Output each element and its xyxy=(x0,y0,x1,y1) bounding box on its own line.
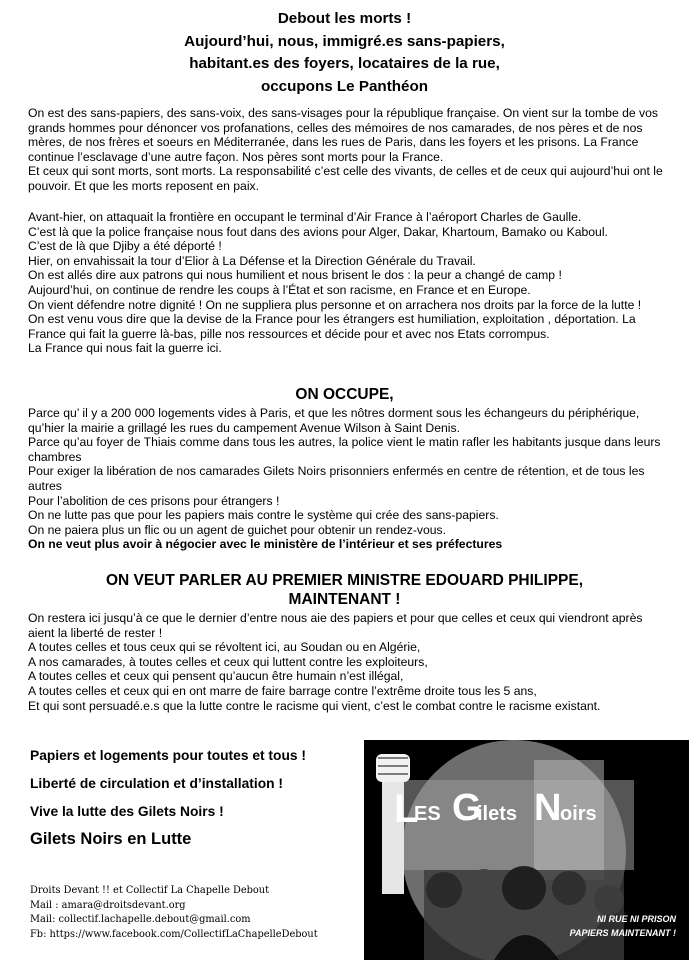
avant-line: On vient défendre notre dignité ! On ne suppliera plus personne et on arrachera nos droits par la force de la lutte ! xyxy=(28,297,642,312)
intro-paragraph xyxy=(28,106,668,194)
avant-line: On est allés dire aux patrons qui nous humilient et nous brisent le dos : la peur a changé de camp ! xyxy=(28,268,562,283)
intro-line: Et ceux qui sont morts, sont morts. La responsabilité c’est celle des vivants, de celles et de ceux qui aujourd’hui ont le pouvoir. Et que les morts reposent en paix. xyxy=(28,164,663,193)
slogans-block xyxy=(30,742,306,852)
avant-line: C’est là que la police française nous fout dans des avions pour Alger, Dakar, Khartoum, Bamako ou Kaboul. xyxy=(28,224,608,239)
on-occupe-heading: ON OCCUPE, xyxy=(295,386,394,403)
contact-facebook-link[interactable]: Fb: https://www.facebook.com/CollectifLaChapelleDebout xyxy=(30,928,318,940)
gilets-noirs-logo xyxy=(364,740,689,960)
occupe-line: Pour exiger la libération de nos camarades Gilets Noirs prisonniers enfermés en centre de rétention, et de tous les autres xyxy=(28,464,645,493)
badge-line-1: NI RUE NI PRISON xyxy=(596,914,676,924)
veut-heading-line-2: MAINTENANT ! xyxy=(288,591,401,608)
slogan: Papiers et logements pour toutes et tous ! xyxy=(30,748,306,763)
contact-email-link[interactable]: Mail: collectif.lachapelle.debout@gmail.com xyxy=(30,914,251,926)
contact-line: Droits Devant !! et Collectif La Chapelle Debout xyxy=(30,885,270,896)
veut-line: A toutes celles et ceux qui pensent qu’aucun être humain n’est illégal, xyxy=(28,669,404,684)
badge-line-2: PAPIERS MAINTENANT ! xyxy=(569,928,676,938)
veut-line: Et qui sont persuadé.e.s que la lutte contre le racisme qui vient, c’est le combat contre le racisme existant. xyxy=(28,698,601,713)
occupe-line: Parce qu’ il y a 200 000 logements vides à Paris, et que les nôtres dorment sous les échangeurs du périphérique, qu’hier la mairie a grillagé les rues du campement Avenue Wilson à Saint Denis. xyxy=(28,406,640,435)
avant-line: C’est de là que Djiby a été déporté ! xyxy=(28,239,222,254)
avant-line: Hier, on envahissait la tour d’Elior à La Défense et la Direction Générale du Travail. xyxy=(28,253,476,268)
logo-word-gilets: ilets xyxy=(477,803,518,825)
intro-line: On est des sans-papiers, des sans-voix, des sans-visages pour la république française. On vient sur la tombe de vos grands hommes pour dénoncer vos profanations, celles des mémoires de nos camarades, de nos pères et de nos mères, de nos frères et soeurs en Méditerranée, dans les rues de Paris, dans les foyers et les prisons. La France continue l’esclavage d’une autre façon. Nos pères sont morts pour la France. xyxy=(28,106,659,164)
on-veut-parler-heading xyxy=(0,571,689,609)
title-line-3: habitant.es des foyers, locataires de la rue, xyxy=(189,55,500,73)
occupe-line: On ne paiera plus un flic ou un agent de guichet pour obtenir un rendez-vous. xyxy=(28,522,447,537)
contacts-block xyxy=(30,884,318,942)
logo-graphic xyxy=(364,740,689,960)
logo-word-noirs: oirs xyxy=(560,803,597,825)
occupe-line: On ne lutte pas que pour les papiers mais contre le système qui crée des sans-papiers. xyxy=(28,508,499,523)
avant-line: On est venu vous dire que la devise de la France pour les étrangers est humiliation, exploitation , déportation. La France qui fait la guerre là-bas, pille nos ressources et décide pour et avec nos Etats corrompus. xyxy=(28,312,636,341)
veut-line: A nos camarades, à toutes celles et ceux qui luttent contre les exploiteurs, xyxy=(28,654,428,669)
veut-line: On restera ici jusqu’à ce que le dernier d’entre nous aie des papiers et pour que celles et ceux qui viendront après aient la liberté de rester ! xyxy=(28,611,643,640)
occupe-line: Parce qu’au foyer de Thiais comme dans tous les autres, la police vient le matin rafler les habitants jusque dans leurs chambres xyxy=(28,435,661,464)
veut-heading-line-1: ON VEUT PARLER AU PREMIER MINISTRE EDOUARD PHILIPPE, xyxy=(105,572,584,589)
slogan: Vive la lutte des Gilets Noirs ! xyxy=(30,804,224,819)
avant-hier-paragraph xyxy=(28,210,668,356)
title-line-1: Debout les morts ! xyxy=(277,10,412,27)
logo-word-les: ES xyxy=(414,803,441,825)
veut-line: A toutes celles et tous ceux qui se révoltent ici, au Soudan ou en Algérie, xyxy=(28,640,421,655)
title-line-4: occupons Le Panthéon xyxy=(260,77,429,95)
slogan: Liberté de circulation et d’installation ! xyxy=(30,776,283,791)
title-line-2: Aujourd’hui, nous, immigré.es sans-papiers, xyxy=(184,32,505,50)
on-veut-paragraph xyxy=(28,611,668,713)
occupe-bold-line: On ne veut plus avoir à négocier avec le ministère de l’intérieur et ses préfectures xyxy=(28,537,503,552)
avant-line: Aujourd’hui, on continue de rendre les coups à l’État et son racisme, en France et en Europe. xyxy=(28,282,531,297)
avant-line: La France qui nous fait la guerre ici. xyxy=(28,341,222,356)
veut-line: A toutes celles et ceux qui en ont marre de faire barrage contre l’extrême droite tous les 5 ans, xyxy=(28,683,537,698)
contact-email-link[interactable]: Mail : amara@droitsdevant.org xyxy=(30,899,186,911)
slogan-final: Gilets Noirs en Lutte xyxy=(30,830,192,848)
logo-letter-g: G xyxy=(452,787,482,829)
flyer-title xyxy=(0,8,689,98)
avant-line: Avant-hier, on attaquait la frontière en occupant le terminal d’Air France à l’aéroport Charles de Gaulle. xyxy=(28,210,582,224)
on-occupe-paragraph xyxy=(28,406,668,552)
occupe-line: Pour l’abolition de ces prisons pour étrangers ! xyxy=(28,493,280,508)
logo-letter-n: N xyxy=(534,787,562,829)
person-silhouette-icon xyxy=(502,866,546,910)
logo-letter-l: L xyxy=(394,787,419,831)
